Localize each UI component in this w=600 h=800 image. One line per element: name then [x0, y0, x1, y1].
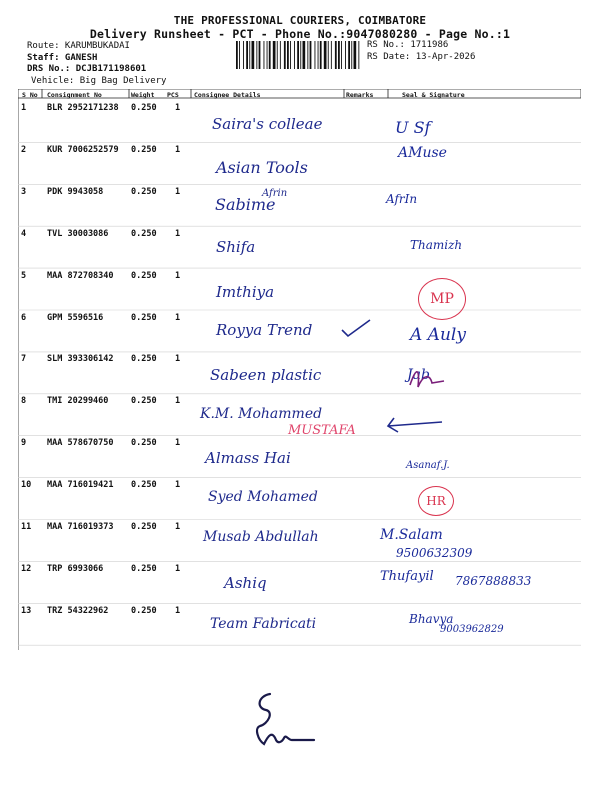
vehicle-label: Vehicle: Big Bag Delivery: [31, 75, 167, 86]
row-weight: 0.250: [131, 480, 157, 491]
row-consignee-handwritten: Almass Hai: [205, 449, 291, 467]
row-consignee-handwritten: Sabeen plastic: [210, 366, 322, 384]
row-signature: Bhavya: [409, 612, 454, 626]
row-signature: U Sf: [395, 118, 431, 137]
row-signature: Thamizh: [410, 238, 463, 252]
row-consignee-handwritten: Saira's colleae: [212, 115, 323, 133]
row-weight: 0.250: [131, 605, 157, 616]
row-signature: M.Salam: [380, 527, 443, 543]
row-pcs: 1: [175, 563, 181, 574]
col-header-consignment: Consignment No: [47, 91, 102, 99]
row-pcs: 1: [175, 270, 181, 281]
row-phone-handwritten: 7867888833: [455, 574, 532, 588]
row-consignment-no: MAA 578670750: [47, 438, 114, 449]
row-consignee-handwritten: Musab Abdullah: [203, 529, 319, 545]
row-consignment-no: PDK 9943058: [47, 186, 104, 197]
meta-right: [367, 40, 475, 63]
row-pcs: 1: [175, 312, 181, 323]
row-sno: 3: [21, 186, 27, 197]
barcode: [236, 41, 362, 69]
row-signature: Jab: [407, 367, 430, 383]
row-weight: 0.250: [131, 522, 157, 532]
supervisor-signature: [252, 690, 322, 750]
row-consignment-no: BLR 2952171238: [47, 103, 119, 113]
row-sno: 12: [21, 563, 32, 574]
row-signature: A Auly: [410, 325, 466, 345]
row-consignee-handwritten: Ashiq: [224, 574, 267, 592]
rs-date: RS Date: 13-Apr-2026: [367, 51, 476, 62]
row-consignee-handwritten: Syed Mohamed: [208, 489, 318, 505]
row-phone-handwritten: 9003962829: [440, 624, 504, 635]
col-header-signature: Seal & Signature: [402, 91, 465, 99]
rs-number: RS No.: 1711986: [367, 40, 449, 50]
row-pcs: 1: [175, 228, 181, 239]
row-sno: 5: [21, 270, 27, 281]
row-consignee-handwritten: K.M. Mohammed: [200, 406, 323, 422]
row-pcs: 1: [175, 605, 181, 616]
row-weight: 0.250: [131, 270, 157, 281]
row-pcs: 1: [175, 144, 181, 155]
row-consignee-note: MUSTAFA: [288, 423, 356, 438]
route-label: Route: KARUMBUKADAI: [27, 41, 130, 51]
row-sno: 6: [21, 312, 27, 323]
arrow-mark-icon: [384, 412, 444, 434]
row-pcs: 1: [175, 522, 181, 532]
row-consignee-handwritten: Team Fabricati: [210, 616, 317, 632]
row-phone-handwritten: 9500632309: [396, 546, 473, 560]
row-weight: 0.250: [131, 438, 157, 449]
row-seal-stamp: HR: [418, 486, 454, 516]
meta-left: [27, 41, 166, 87]
checkmark-icon: [340, 318, 372, 338]
row-pcs: 1: [175, 396, 181, 407]
row-weight: 0.250: [131, 103, 157, 113]
row-pcs: 1: [175, 438, 181, 449]
row-weight: 0.250: [131, 228, 157, 239]
row-sno: 9: [21, 438, 27, 449]
col-header-pcs: PCS: [167, 91, 179, 99]
row-seal-stamp: MP: [418, 278, 466, 320]
row-weight: 0.250: [131, 563, 157, 574]
row-signature: Thufayil: [380, 569, 434, 584]
row-consignment-no: MAA 872708340: [47, 270, 114, 281]
row-signature: Asanaf.J.: [406, 460, 450, 471]
row-consignee-handwritten: Royya Trend: [216, 321, 313, 339]
row-consignee-handwritten: Imthiya: [216, 283, 275, 301]
row-consignment-no: TRP 6993066: [47, 563, 104, 574]
row-weight: 0.250: [131, 312, 157, 323]
row-sno: 13: [21, 605, 32, 616]
row-consignment-no: TMI 20299460: [47, 396, 109, 407]
row-weight: 0.250: [131, 396, 157, 407]
scribble-icon: [406, 365, 446, 391]
row-consignment-no: TVL 30003086: [47, 228, 109, 239]
row-consignment-no: GPM 5596516: [47, 312, 104, 323]
col-header-remarks: Remarks: [346, 91, 374, 99]
col-header-sno: S No: [22, 91, 38, 99]
row-pcs: 1: [175, 480, 181, 491]
drs-label: DRS No.: DCJB171198601: [27, 64, 147, 74]
row-consignment-no: SLM 393306142: [47, 354, 114, 365]
row-sno: 4: [21, 228, 27, 239]
col-header-consignee: Consignee Details: [194, 91, 261, 99]
row-consignee-handwritten: Asian Tools: [216, 158, 308, 177]
row-sno: 8: [21, 396, 27, 407]
row-weight: 0.250: [131, 144, 157, 155]
col-header-weight: Weight: [131, 91, 155, 99]
row-sno: 11: [21, 522, 32, 532]
row-pcs: 1: [175, 354, 181, 365]
row-consignment-no: MAA 716019373: [47, 522, 114, 532]
row-pcs: 1: [175, 186, 181, 197]
row-sno: 1: [21, 103, 27, 113]
row-consignee-handwritten: Sabime: [215, 195, 276, 214]
row-sno: 7: [21, 354, 27, 365]
row-consignee-note: Afrin: [262, 188, 288, 199]
staff-label: Staff: GANESH: [27, 52, 98, 63]
row-consignment-no: KUR 7006252579: [47, 144, 119, 155]
row-weight: 0.250: [131, 354, 157, 365]
company-title: THE PROFESSIONAL COURIERS, COIMBATORE: [173, 14, 427, 27]
row-sno: 2: [21, 144, 27, 155]
row-consignee-handwritten: Shifa: [216, 238, 256, 256]
row-signature: AfrIn: [386, 192, 418, 206]
row-consignment-no: MAA 716019421: [47, 480, 114, 491]
row-signature: AMuse: [398, 145, 447, 161]
runsheet-subtitle: Delivery Runsheet - PCT - Phone No.:9047080280 - Page No.:1: [89, 27, 511, 41]
row-weight: 0.250: [131, 186, 157, 197]
row-consignment-no: TRZ 54322962: [47, 605, 109, 616]
row-pcs: 1: [175, 103, 181, 113]
row-sno: 10: [21, 480, 32, 491]
